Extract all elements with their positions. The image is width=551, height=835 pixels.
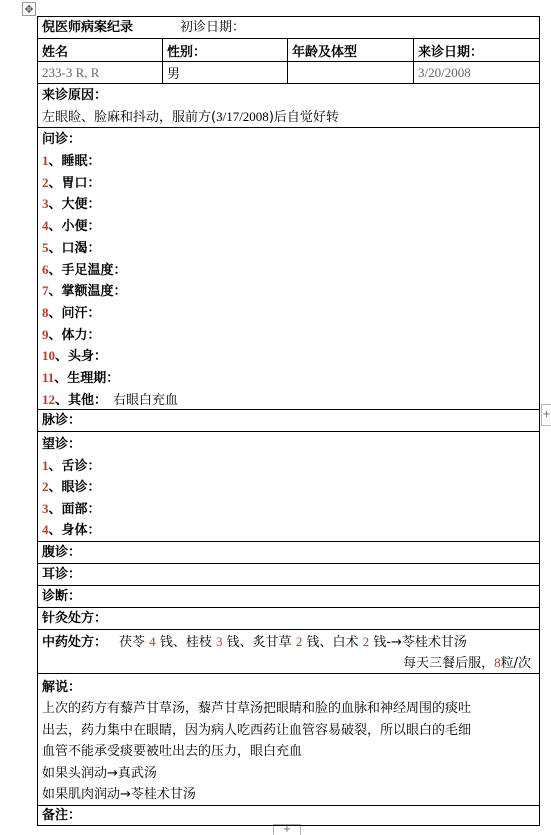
inquiry-item-label: 、问汗： [48, 305, 101, 321]
reason-label: 来诊原因： [42, 88, 108, 103]
inquiry-item-number: 12 [42, 391, 55, 407]
record-title: 倪医师病案纪录 [42, 20, 134, 35]
inquiry-item[interactable] [42, 302, 107, 323]
inquiry-item-number: 7 [42, 283, 49, 299]
dosage-text-b: 粒/次 [500, 656, 531, 671]
dosage-text-a: 每天三餐后服， [403, 656, 495, 671]
observation-item-number: 3 [42, 500, 49, 516]
visit-date-header: 来诊日期： [418, 44, 484, 60]
add-row-button[interactable]: + [273, 824, 301, 835]
herb-amount: 2 [295, 634, 303, 649]
herb-item [333, 635, 387, 650]
inquiry-item[interactable] [42, 215, 107, 236]
observation-item-label: 、身体： [48, 522, 101, 538]
patient-name-field[interactable]: 233-3 R, R [38, 62, 163, 83]
inquiry-item-number: 1 [42, 153, 49, 168]
dosage-number: 8 [494, 655, 501, 670]
observation-item[interactable] [42, 498, 101, 519]
observation-label: 望诊： [42, 437, 82, 452]
inquiry-item-label: 、掌额温度： [48, 284, 127, 300]
table-move-handle[interactable]: ✥ [22, 2, 36, 16]
inquiry-item-number: 4 [42, 218, 49, 234]
observation-item[interactable] [42, 476, 101, 497]
inquiry-item-label: 、口渴： [48, 240, 101, 256]
herbal-section [38, 630, 539, 674]
inquiry-item-number: 5 [42, 239, 49, 255]
herb-separator: 、 [239, 635, 253, 650]
inquiry-item[interactable] [42, 172, 107, 193]
inquiry-item-label: 、小便： [48, 219, 101, 235]
inquiry-item-label: 、手足温度： [48, 262, 127, 278]
observation-item-number: 1 [42, 458, 49, 473]
inquiry-item-number: 9 [42, 326, 49, 342]
explanation-line[interactable]: 血管不能承受痰要被吐出去的压力，眼白充血 [42, 744, 303, 759]
herb-unit: 钱 [373, 635, 387, 650]
observation-item-label: 、面部： [48, 501, 101, 517]
acupuncture-row [38, 608, 539, 630]
inquiry-item-number: 11 [42, 370, 55, 385]
inquiry-item-label: 、头身： [55, 349, 108, 365]
herb-item [253, 635, 320, 650]
inquiry-item-label: 、其他： [55, 392, 108, 408]
reason-date: 3/17/2008 [216, 109, 269, 124]
inquiry-item[interactable] [42, 280, 133, 301]
inquiry-item-number: 2 [42, 174, 49, 190]
inquiry-item[interactable] [42, 150, 107, 171]
herb-item [186, 635, 240, 650]
abdomen-row [38, 542, 539, 564]
herbal-label: 中药处方： [42, 635, 108, 650]
inquiry-item-label: 、生理期： [54, 371, 120, 386]
first-visit-date-label: 初诊日期： [180, 20, 246, 35]
herb-name: 白术 [332, 635, 359, 650]
ear-row [38, 564, 539, 586]
explanation-section [38, 674, 539, 806]
inquiry-item-number: 8 [42, 304, 49, 320]
ear-label: 耳诊： [42, 567, 82, 582]
observation-section [38, 432, 539, 542]
inquiry-item[interactable] [42, 345, 113, 366]
reason-text-b: )后自觉好转 [268, 110, 339, 125]
pulse-row [38, 410, 539, 432]
patient-header-row [38, 39, 539, 62]
diagnosis-row [38, 586, 539, 608]
observation-item-label: 、眼诊： [48, 480, 101, 496]
herb-list [119, 635, 386, 650]
reason-text[interactable] [42, 106, 339, 127]
inquiry-item[interactable] [42, 389, 178, 410]
patient-sex-field[interactable]: 男 [163, 62, 288, 83]
herb-separator: 、 [172, 635, 186, 650]
age-body-header: 年龄及体型 [288, 39, 414, 61]
observation-item-number: 2 [42, 479, 49, 495]
observation-item-label: 、舌诊： [48, 459, 101, 474]
title-row [38, 17, 539, 39]
notes-row [38, 806, 539, 825]
abdomen-label: 腹诊： [42, 545, 82, 560]
inquiry-item-label: 、胃口： [48, 175, 101, 191]
herb-name: 炙甘草 [252, 635, 292, 650]
herbal-line[interactable] [42, 631, 467, 652]
inquiry-item[interactable] [42, 237, 107, 258]
inquiry-section [38, 128, 539, 410]
herb-separator: 、 [319, 635, 333, 650]
explanation-line[interactable]: 如果头润动→真武汤 [42, 765, 157, 781]
herb-unit: 钱 [226, 635, 240, 650]
acupuncture-label: 针灸处方： [42, 611, 108, 626]
inquiry-item[interactable] [42, 193, 107, 214]
patient-visit-date-field[interactable]: 3/20/2008 [418, 64, 471, 80]
inquiry-item-label: 、大便： [48, 197, 101, 213]
herb-amount: 3 [216, 634, 223, 649]
explanation-label: 解说： [42, 680, 82, 695]
herb-amount: 4 [149, 634, 156, 649]
herb-name: 桂枝 [185, 635, 212, 650]
inquiry-item[interactable] [42, 367, 125, 388]
observation-item[interactable] [42, 519, 101, 540]
herb-amount: 2 [362, 634, 370, 649]
explanation-line[interactable]: 如果肌肉润动→苓桂术甘汤 [42, 787, 196, 802]
herb-item [119, 635, 173, 650]
dosage-line[interactable] [403, 652, 531, 673]
medical-record-table [37, 16, 540, 826]
diagnosis-label: 诊断： [42, 589, 82, 604]
inquiry-item[interactable] [42, 324, 107, 345]
inquiry-item[interactable] [42, 259, 133, 280]
row-insert-marker[interactable]: + [541, 404, 551, 426]
herb-unit: 钱 [306, 635, 320, 650]
sex-header: 性别： [163, 39, 288, 61]
patient-age-body-field[interactable] [288, 62, 414, 83]
inquiry-label: 问诊： [42, 132, 82, 147]
herb-unit: 钱 [159, 635, 173, 650]
inquiry-item-number: 3 [42, 196, 49, 212]
inquiry-item-label: 、体力： [48, 327, 101, 343]
observation-item-number: 4 [42, 521, 49, 537]
inquiry-item-value: 右眼白充血 [113, 392, 179, 408]
observation-item[interactable] [42, 455, 101, 476]
herbal-arrow-text: -→苓桂术甘汤 [386, 635, 467, 650]
explanation-line[interactable]: 出去，药力集中在眼睛，因为病人吃西药让血管容易破裂，所以眼白的毛细 [42, 722, 472, 738]
herb-name: 茯苓 [119, 635, 146, 650]
pulse-label: 脉诊： [42, 413, 82, 428]
name-header: 姓名 [38, 39, 163, 61]
reason-section [38, 84, 539, 128]
reason-text-a: 左眼睑、脸麻和抖动，服前方( [42, 110, 217, 125]
inquiry-item-number: 10 [42, 348, 55, 364]
inquiry-item-number: 6 [42, 261, 49, 277]
inquiry-item-label: 、睡眠： [48, 154, 101, 169]
explanation-line[interactable]: 上次的药方有藜芦甘草汤，藜芦甘草汤把眼睛和脸的血脉和神经周围的痰吐 [42, 701, 472, 716]
patient-values-row [38, 62, 539, 84]
notes-label: 备注： [42, 808, 82, 823]
